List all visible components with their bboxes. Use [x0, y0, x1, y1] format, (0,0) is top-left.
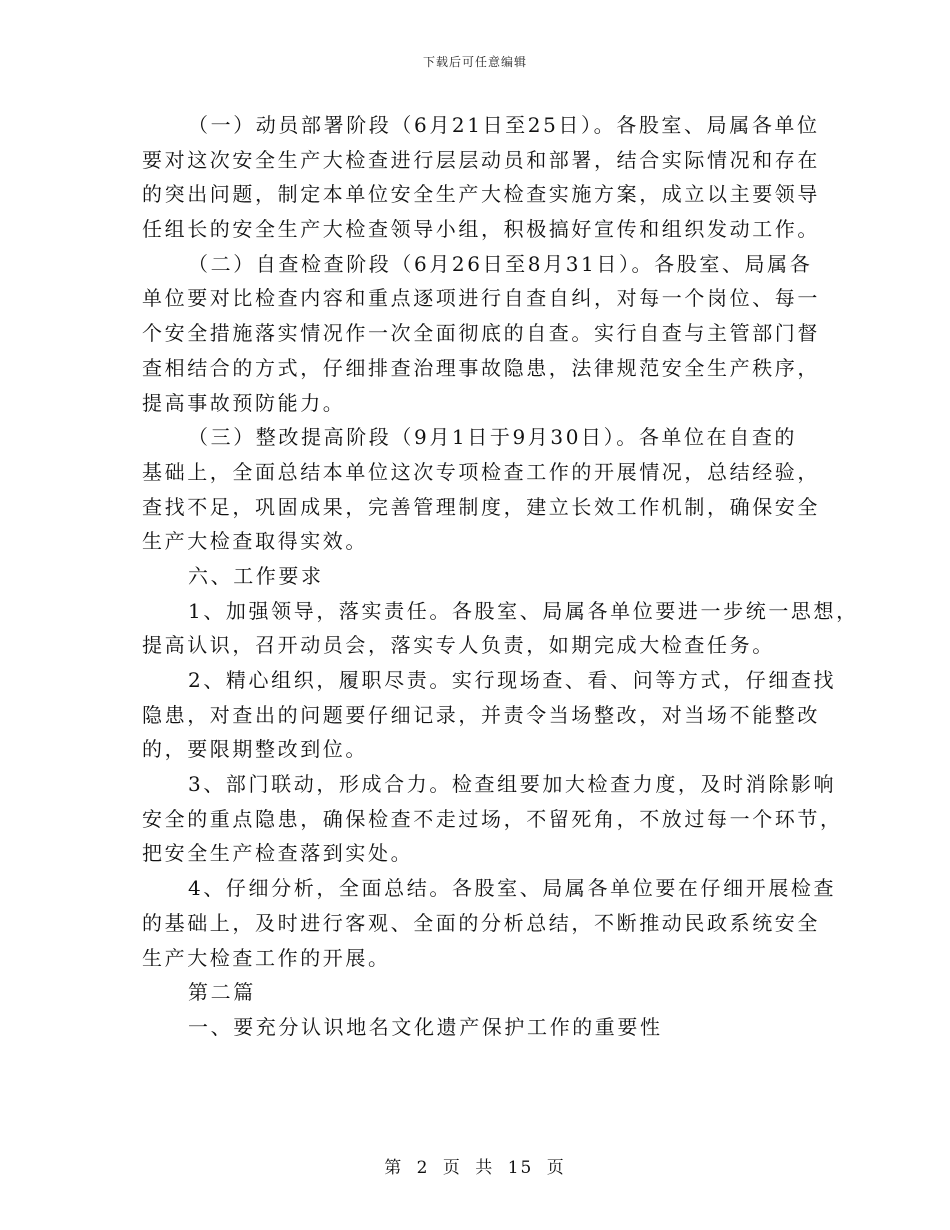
- paragraph-line: 单位要对比检查内容和重点逐项进行自查自纠，对每一个岗位、每一: [142, 286, 820, 311]
- paragraph-line: 3、部门联动，形成合力。检查组要加大检查力度，及时消除影响: [188, 772, 837, 797]
- paragraph-line: 查找不足，巩固成果，完善管理制度，建立长效工作机制，确保安全: [142, 494, 820, 519]
- paragraph-line: 的突出问题，制定本单位安全生产大检查实施方案，成立以主要领导: [142, 182, 820, 207]
- paragraph-line: 1、加强领导，落实责任。各股室、局属各单位要进一步统一思想，: [188, 598, 859, 623]
- section-heading: 六、工作要求: [188, 563, 324, 588]
- paragraph-line: 要对这次安全生产大检查进行层层动员和部署，结合实际情况和存在: [142, 147, 820, 172]
- paragraph-line: 提高事故预防能力。: [142, 390, 346, 415]
- paragraph-line: 基础上，全面总结本单位这次专项检查工作的开展情况，总结经验，: [142, 459, 820, 484]
- page-header-note: 下载后可任意编辑: [422, 55, 527, 69]
- paragraph-line: 把安全生产检查落到实处。: [142, 841, 414, 866]
- paragraph-line: 隐患，对查出的问题要仔细记录，并责令当场整改，对当场不能整改: [142, 702, 820, 727]
- paragraph-line: 2、精心组织，履职尽责。实行现场查、看、问等方式，仔细查找: [188, 668, 837, 692]
- section-heading: 第二篇: [188, 980, 256, 1005]
- paragraph-line: 安全的重点隐患，确保检查不走过场，不留死角，不放过每一个环节，: [142, 806, 843, 831]
- paragraph-line: 生产大检查取得实效。: [142, 529, 368, 554]
- paragraph-line: 提高认识，召开动员会，落实专人负责，如期完成大检查任务。: [142, 633, 775, 658]
- paragraph-line: 任组长的安全生产大检查领导小组，积极搞好宣传和组织发动工作。: [142, 217, 820, 242]
- page-number-footer: 第 2 页 共 15 页: [384, 1158, 566, 1178]
- paragraph-line: 的，要限期整改到位。: [142, 737, 368, 762]
- paragraph-line: 个安全措施落实情况作一次全面彻底的自查。实行自查与主管部门督: [142, 321, 820, 346]
- paragraph-line: 查相结合的方式，仔细排查治理事故隐患，法律规范安全生产秩序，: [142, 355, 820, 380]
- paragraph-line: 的基础上，及时进行客观、全面的分析总结，不断推动民政系统安全: [142, 910, 820, 935]
- document-body: [142, 108, 859, 1045]
- section-heading: 一、要充分认识地名文化遗产保护工作的重要性: [188, 1014, 663, 1039]
- paragraph-line: 4、仔细分析，全面总结。各股室、局属各单位要在仔细开展检查: [188, 876, 837, 901]
- paragraph-line: 生产大检查工作的开展。: [142, 945, 391, 970]
- paragraph-line: （三）整改提高阶段（9月1日于9月30日）。各单位在自查的: [188, 425, 798, 450]
- paragraph-line: （一）动员部署阶段（6月21日至25日）。各股室、局属各单位: [188, 113, 820, 137]
- paragraph-line: （二）自查检查阶段（6月26日至8月31日）。各股室、局属各: [188, 251, 813, 276]
